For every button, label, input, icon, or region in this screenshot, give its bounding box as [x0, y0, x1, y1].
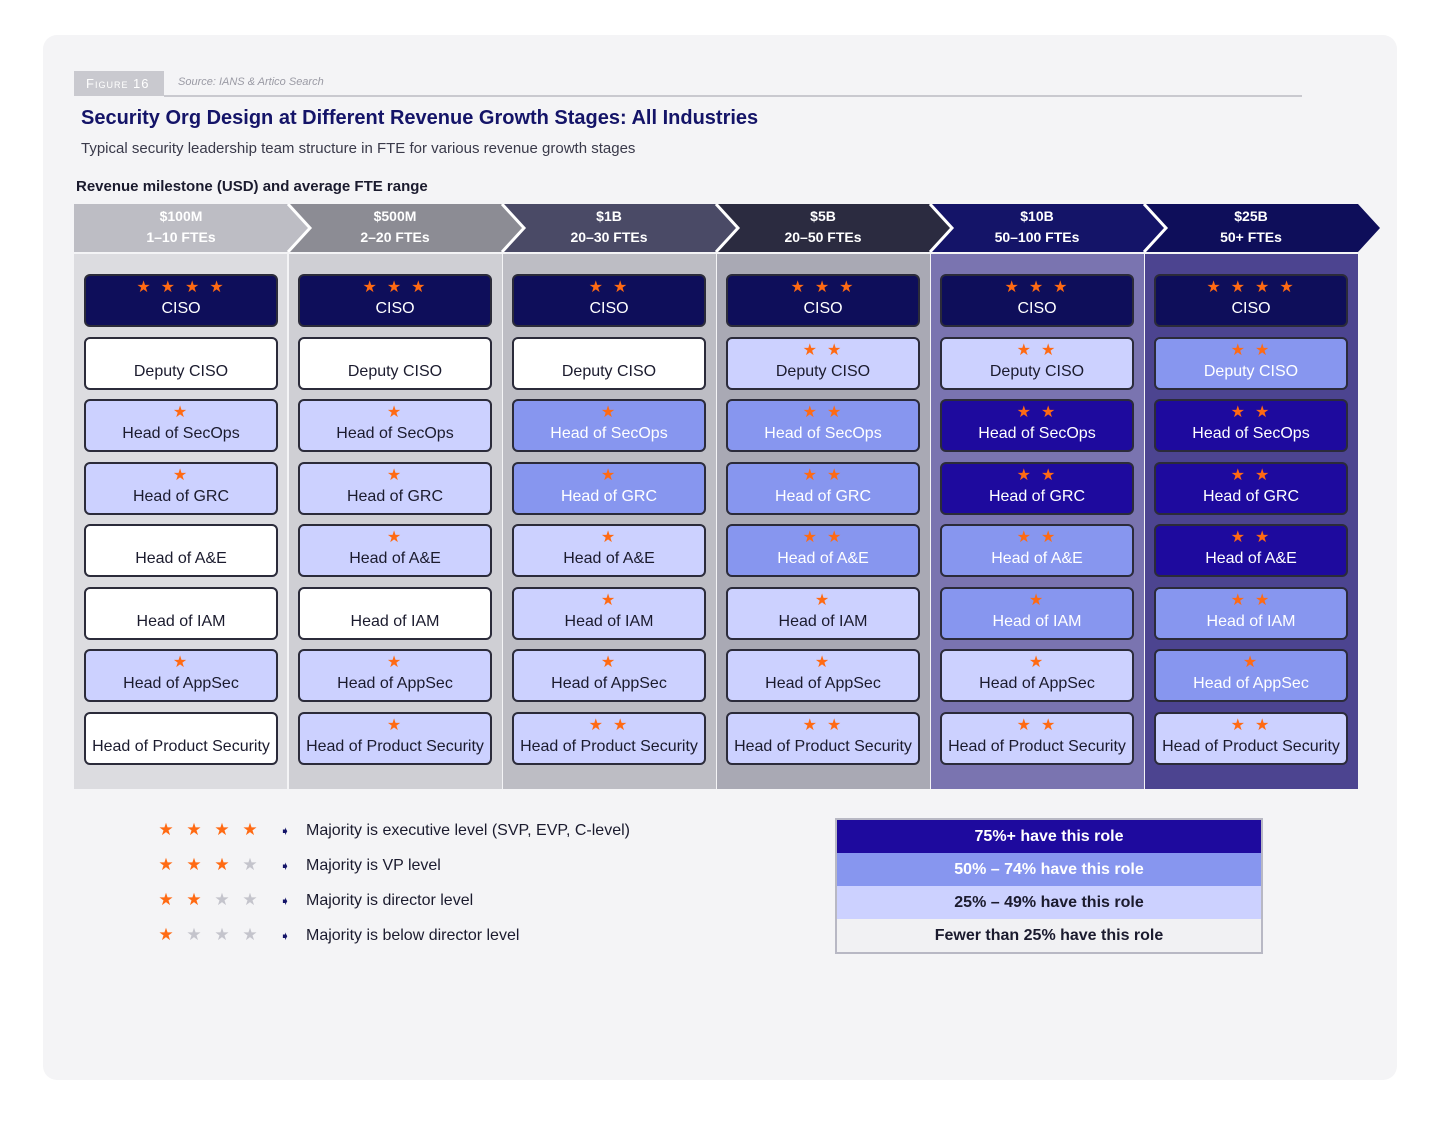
- role-name: Head of IAM: [350, 612, 440, 630]
- stage-column-2: [503, 254, 716, 789]
- star-legend-row: [152, 890, 473, 910]
- seniority-stars: ★★: [1016, 341, 1066, 359]
- role-name: Head of GRC: [560, 487, 658, 505]
- stage-column-1: [289, 254, 502, 789]
- role-box: [298, 462, 492, 515]
- seniority-stars: ★★★: [362, 279, 436, 296]
- role-name: Deputy CISO: [561, 362, 657, 380]
- seniority-stars: ★: [1028, 591, 1054, 609]
- role-box: [84, 587, 278, 640]
- seniority-stars: ★★: [1016, 716, 1066, 734]
- seniority-stars: [86, 529, 276, 547]
- role-name: Head of Product Security: [306, 737, 484, 755]
- role-name: Head of Product Security: [520, 737, 698, 755]
- star-legend-row: [152, 820, 630, 840]
- role-name: CISO: [803, 300, 843, 317]
- role-name: Head of A&E: [1205, 550, 1297, 567]
- role-box: [1154, 462, 1348, 515]
- role-box: [512, 462, 706, 515]
- star-legend-row: [152, 855, 441, 875]
- stage-revenue: $25B: [1234, 208, 1268, 224]
- role-box: [512, 337, 706, 390]
- stage-fte: 20–30 FTEs: [570, 229, 648, 245]
- coverage-color-key: [835, 818, 1263, 954]
- role-name: Head of GRC: [988, 487, 1086, 505]
- stage-header-1: [288, 204, 502, 252]
- role-name: Head of Product Security: [734, 737, 912, 755]
- star-icon: ★: [186, 855, 202, 874]
- stage-header-4: [930, 204, 1144, 252]
- role-box: [298, 649, 492, 702]
- seniority-stars: ★: [172, 466, 198, 484]
- role-name: Head of IAM: [778, 612, 868, 630]
- role-name: CISO: [1231, 300, 1271, 317]
- role-box: [84, 274, 278, 327]
- role-name: Head of IAM: [1206, 612, 1296, 630]
- seniority-stars: ★★★★: [1206, 279, 1304, 296]
- seniority-stars: ★★: [1230, 591, 1280, 609]
- stage-fte: 1–10 FTEs: [146, 229, 216, 245]
- seniority-stars: ★★: [802, 466, 852, 484]
- seniority-stars: ★★: [802, 716, 852, 734]
- role-box: [1154, 337, 1348, 390]
- stage-header-2: [502, 204, 716, 252]
- stage-revenue: $10B: [1020, 208, 1054, 224]
- key-25-49: 25% – 49% have this role: [837, 886, 1261, 919]
- role-box: [298, 399, 492, 452]
- role-box: [940, 712, 1134, 765]
- role-name: Head of Product Security: [1162, 737, 1340, 755]
- seniority-stars: ★★: [1230, 716, 1280, 734]
- source-note: Source: IANS & Artico Search: [178, 76, 324, 88]
- role-name: Head of AppSec: [123, 675, 239, 692]
- role-box: [940, 524, 1134, 577]
- role-box: [726, 524, 920, 577]
- role-name: Head of GRC: [1202, 487, 1300, 505]
- role-name: CISO: [161, 300, 201, 317]
- role-name: Head of GRC: [346, 487, 444, 505]
- seniority-stars: ★★: [1016, 466, 1066, 484]
- role-box: [940, 399, 1134, 452]
- seniority-stars: ★: [1028, 654, 1054, 671]
- seniority-stars: ★★★★: [136, 279, 234, 296]
- key-75-plus: 75%+ have this role: [837, 820, 1261, 853]
- role-box: [940, 274, 1134, 327]
- role-name: Deputy CISO: [347, 362, 443, 380]
- role-name: Head of GRC: [774, 487, 872, 505]
- role-box: [940, 462, 1134, 515]
- seniority-stars: ★★: [1230, 529, 1280, 546]
- star-icon: ★: [158, 890, 174, 909]
- stage-column-0: [74, 254, 287, 789]
- stage-header-0: [74, 204, 288, 252]
- role-box: [298, 712, 492, 765]
- seniority-stars: ★★: [588, 716, 638, 734]
- star-legend-text: Majority is executive level (SVP, EVP, C-level): [306, 822, 630, 839]
- seniority-stars: ★: [600, 466, 626, 484]
- revenue-arrow-row: [74, 204, 1384, 252]
- seniority-stars: [300, 592, 490, 610]
- role-box: [726, 274, 920, 327]
- role-name: Head of Product Security: [948, 737, 1126, 755]
- seniority-stars: ★★: [1230, 341, 1280, 359]
- stage-revenue: $5B: [810, 208, 836, 224]
- role-box: [84, 399, 278, 452]
- role-name: Head of AppSec: [979, 675, 1095, 692]
- role-name: Head of A&E: [563, 550, 655, 567]
- role-box: [726, 712, 920, 765]
- star-legend-row: [152, 925, 519, 945]
- seniority-stars: ★: [600, 529, 626, 546]
- seniority-stars: ★: [386, 529, 412, 546]
- seniority-stars: ★: [386, 404, 412, 421]
- stage-column-3: [717, 254, 930, 789]
- arrow-right-icon: ➧: [279, 824, 291, 838]
- role-name: Head of A&E: [991, 550, 1083, 567]
- role-name: Head of SecOps: [336, 425, 454, 442]
- role-box: [512, 649, 706, 702]
- stage-revenue: $100M: [159, 208, 203, 224]
- role-box: [1154, 524, 1348, 577]
- role-box: [726, 587, 920, 640]
- stage-header-5: [1144, 204, 1358, 252]
- seniority-stars: [86, 592, 276, 610]
- role-name: Head of AppSec: [765, 675, 881, 692]
- role-box: [512, 399, 706, 452]
- figure-title: Security Org Design at Different Revenue Growth Stages: All Industries: [81, 107, 759, 129]
- role-box: [1154, 712, 1348, 765]
- seniority-stars: ★: [814, 654, 840, 671]
- seniority-stars: [514, 342, 704, 360]
- seniority-stars: ★★★: [1004, 279, 1078, 296]
- role-box: [298, 337, 492, 390]
- stage-header-3: [716, 204, 930, 252]
- star-icon: ★: [242, 925, 258, 944]
- seniority-stars: [86, 342, 276, 360]
- role-box: [298, 524, 492, 577]
- seniority-stars: ★★: [1016, 529, 1066, 546]
- role-name: Deputy CISO: [133, 362, 229, 380]
- seniority-stars: ★★: [802, 529, 852, 546]
- role-name: Head of IAM: [992, 612, 1082, 630]
- key-50-74: 50% – 74% have this role: [837, 853, 1261, 886]
- seniority-stars: ★: [386, 466, 412, 484]
- key-under-25: Fewer than 25% have this role: [837, 919, 1261, 952]
- seniority-stars: ★: [386, 716, 412, 734]
- role-box: [940, 649, 1134, 702]
- star-legend-text: Majority is below director level: [306, 927, 520, 944]
- role-box: [726, 399, 920, 452]
- seniority-stars: ★★: [588, 279, 638, 296]
- seniority-stars: ★: [600, 654, 626, 671]
- role-name: Head of AppSec: [1193, 675, 1309, 692]
- stage-fte: 2–20 FTEs: [360, 229, 430, 245]
- seniority-stars: ★: [600, 591, 626, 609]
- role-name: CISO: [1017, 300, 1057, 317]
- figure-label: Figure 16: [74, 71, 164, 96]
- seniority-stars: ★: [172, 404, 198, 421]
- arrow-right-icon: ➧: [279, 859, 291, 873]
- star-icon: ★: [214, 820, 230, 839]
- stage-revenue: $500M: [373, 208, 417, 224]
- role-name: Head of IAM: [136, 612, 226, 630]
- seniority-stars: ★★: [802, 404, 852, 421]
- role-name: Head of A&E: [349, 550, 441, 567]
- star-icon: ★: [158, 820, 174, 839]
- seniority-stars: ★★★: [790, 279, 864, 296]
- seniority-stars: ★: [1242, 654, 1268, 671]
- role-box: [298, 274, 492, 327]
- seniority-stars: ★: [814, 591, 840, 609]
- role-box: [84, 712, 278, 765]
- seniority-stars: [300, 342, 490, 360]
- role-name: Head of AppSec: [337, 675, 453, 692]
- role-box: [1154, 649, 1348, 702]
- stage-fte: 20–50 FTEs: [784, 229, 862, 245]
- role-name: Deputy CISO: [775, 362, 871, 380]
- stage-fte: 50+ FTEs: [1220, 229, 1282, 245]
- role-box: [298, 587, 492, 640]
- role-box: [84, 524, 278, 577]
- star-icon: ★: [242, 820, 258, 839]
- role-name: Head of SecOps: [1192, 425, 1310, 442]
- role-box: [1154, 399, 1348, 452]
- role-name: Head of SecOps: [550, 425, 668, 442]
- role-box: [726, 337, 920, 390]
- role-name: Head of A&E: [777, 550, 869, 567]
- role-name: Head of Product Security: [92, 737, 270, 755]
- role-box: [940, 337, 1134, 390]
- star-icon: ★: [186, 925, 202, 944]
- star-icon: ★: [242, 855, 258, 874]
- seniority-stars: ★★: [802, 341, 852, 359]
- role-name: CISO: [589, 300, 629, 317]
- seniority-stars: ★★: [1230, 466, 1280, 484]
- divider: [164, 95, 1302, 97]
- star-icon: ★: [158, 925, 174, 944]
- stage-fte: 50–100 FTEs: [994, 229, 1080, 245]
- arrow-right-icon: ➧: [279, 894, 291, 908]
- seniority-stars: ★★: [1230, 404, 1280, 421]
- star-legend-text: Majority is director level: [306, 892, 474, 909]
- star-icon: ★: [186, 820, 202, 839]
- role-box: [512, 524, 706, 577]
- star-icon: ★: [214, 925, 230, 944]
- role-box: [512, 274, 706, 327]
- role-name: Head of A&E: [135, 550, 227, 567]
- role-box: [1154, 587, 1348, 640]
- role-box: [726, 462, 920, 515]
- figure-subtitle: Typical security leadership team structure in FTE for various revenue growth stages: [81, 140, 636, 157]
- role-box: [84, 649, 278, 702]
- role-name: Head of SecOps: [122, 425, 240, 442]
- role-box: [1154, 274, 1348, 327]
- seniority-stars: [86, 717, 276, 735]
- role-name: Deputy CISO: [989, 362, 1085, 380]
- role-box: [84, 337, 278, 390]
- role-box: [726, 649, 920, 702]
- role-box: [512, 587, 706, 640]
- role-name: Deputy CISO: [1203, 362, 1299, 380]
- role-name: CISO: [375, 300, 415, 317]
- star-legend-text: Majority is VP level: [306, 857, 441, 874]
- role-box: [940, 587, 1134, 640]
- arrow-right-icon: ➧: [279, 929, 291, 943]
- star-icon: ★: [158, 855, 174, 874]
- star-icon: ★: [214, 890, 230, 909]
- seniority-stars: ★: [600, 404, 626, 421]
- star-icon: ★: [186, 890, 202, 909]
- role-box: [84, 462, 278, 515]
- star-icon: ★: [242, 890, 258, 909]
- seniority-stars: ★: [386, 654, 412, 671]
- role-name: Head of GRC: [132, 487, 230, 505]
- role-name: Head of AppSec: [551, 675, 667, 692]
- stage-column-5: [1145, 254, 1358, 789]
- role-name: Head of SecOps: [764, 425, 882, 442]
- star-icon: ★: [214, 855, 230, 874]
- seniority-stars: ★: [172, 654, 198, 671]
- seniority-stars: ★★: [1016, 404, 1066, 421]
- stage-column-4: [931, 254, 1144, 789]
- milestone-label: Revenue milestone (USD) and average FTE range: [76, 178, 428, 195]
- role-box: [512, 712, 706, 765]
- stage-revenue: $1B: [596, 208, 622, 224]
- role-name: Head of SecOps: [978, 425, 1096, 442]
- role-name: Head of IAM: [564, 612, 654, 630]
